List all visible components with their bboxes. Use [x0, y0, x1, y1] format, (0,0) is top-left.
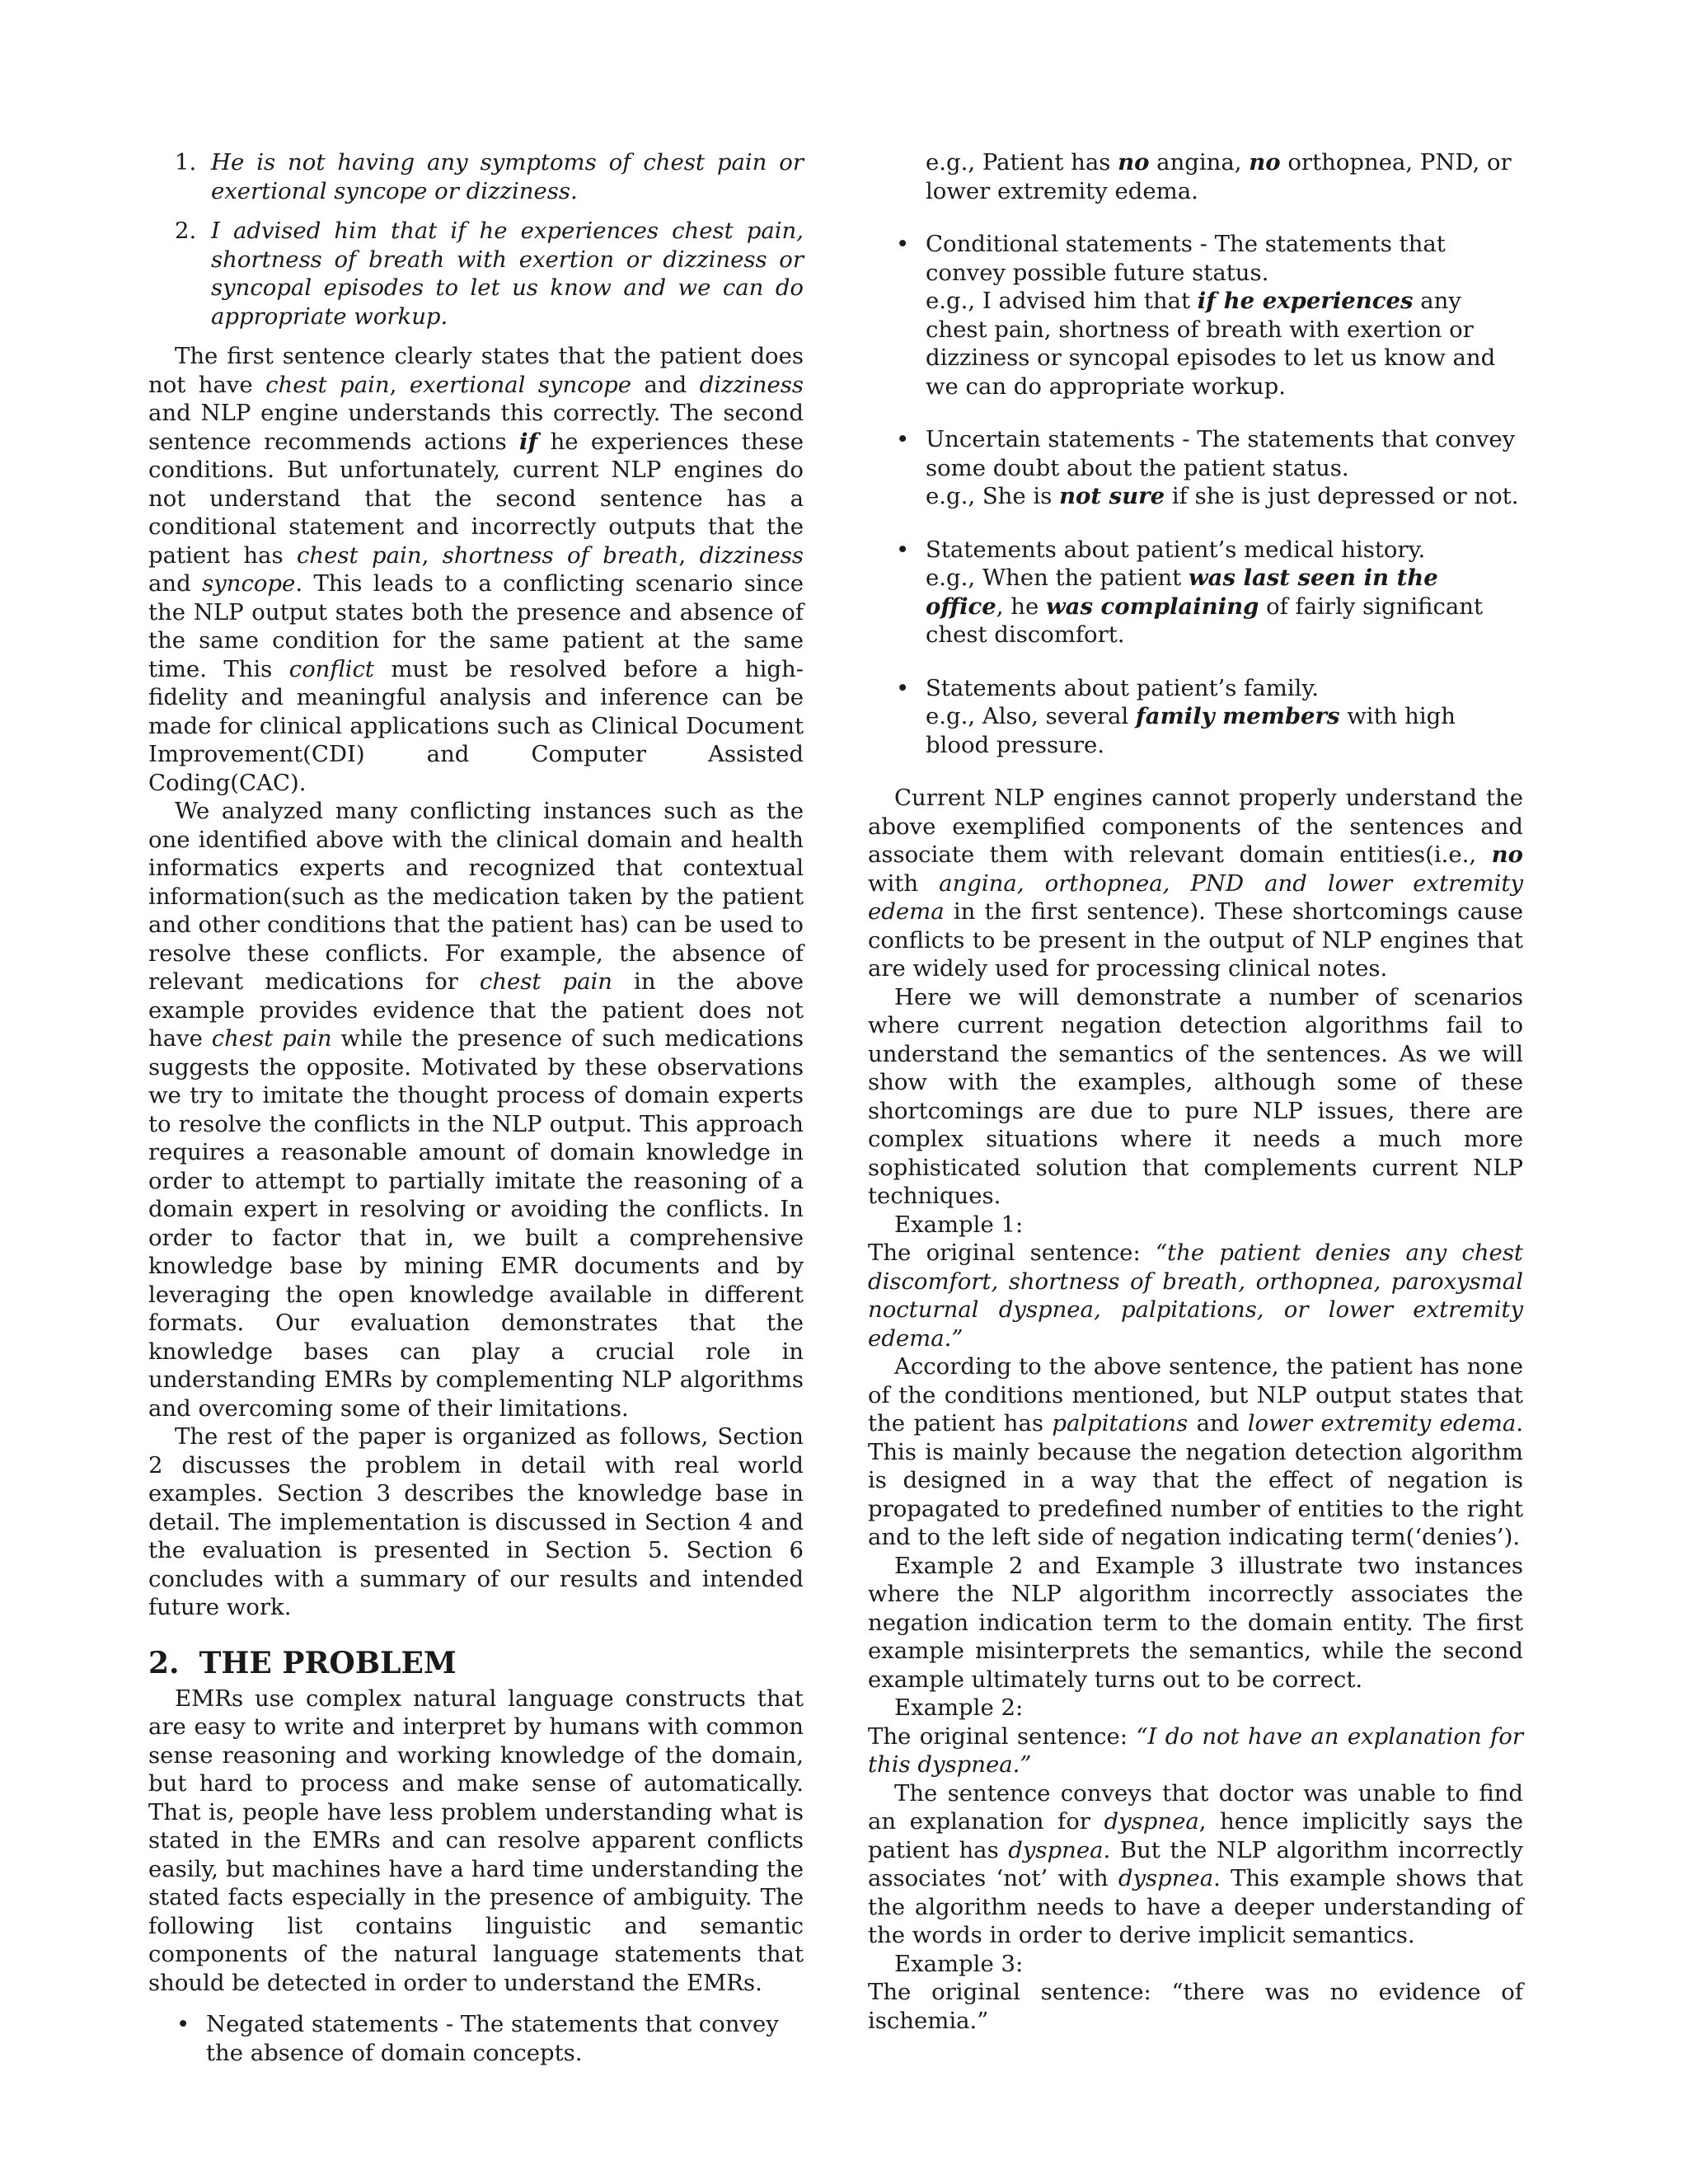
paragraph-first-sentence: The first sentence clearly states that the patient does not have chest pain, exertional syncope and dizziness and NLP engine understands this correctly. The second sentence recommends actions if he experiences these conditions. But unfortunately, current NLP engines do not understand that the second sentence has a conditional statement and incorrectly outputs that the patient has chest pain, shortness of breath, dizziness and syncope. This leads to a conflicting scenario since the NLP output states both the presence and absence of the same condition for the same patient at the same time. This conflict must be resolved before a high-fidelity and meaningful analysis and inference can be made for clinical applications such as Clinical Document Improvement(CDI) and Computer Assisted Coding(CAC). — [148, 343, 804, 796]
bullet-icon: • — [896, 231, 910, 257]
bullet-conditional: • Conditional statements - The statements that convey possible future status. e.g., I advised him that if he experiences any chest pain, shortness of breath with exertion or dizziness or syncopal episodes to let us know and we can do appropriate workup. — [896, 231, 1496, 400]
component-list — [148, 2010, 804, 2067]
bullet-icon: • — [896, 426, 910, 452]
bullet-icon: • — [896, 536, 910, 563]
paragraph-organization: The rest of the paper is organized as follows, Section 2 discusses the problem in detail with real world examples. Section 3 describes the knowledge base in detail. The implementation is discussed in Section 4 and the evaluation is presented in Section 5. Section 6 concludes with a summary of our results and intended future work. — [148, 1423, 804, 1620]
example-3-label: Example 3: — [894, 1950, 1024, 1977]
component-list-continued — [868, 230, 1523, 759]
example-2-label: Example 2: — [894, 1694, 1024, 1721]
bullet-family: • Statements about patient’s family. e.g., Also, several family members with high blood pressure. — [896, 674, 1456, 758]
example-3-sentence: The original sentence: “there was no evidence of ischemia.” — [868, 1979, 1523, 2034]
example-1-sentence: The original sentence: “the patient denies any chest discomfort, shortness of breath, orthopnea, paroxysmal nocturnal dyspnea, palpitations, or lower extremity edema.” — [868, 1240, 1523, 1352]
left-column — [148, 148, 804, 2092]
bullet-negated-example: e.g., Patient has no angina, no orthopnea, PND, or lower extremity edema. — [926, 149, 1512, 204]
example-1-label: Example 1: — [894, 1211, 1024, 1238]
bullet-negated: • Negated statements - The statements that convey the absence of domain concepts. — [176, 2011, 779, 2066]
bullet-uncertain: • Uncertain statements - The statements that convey some doubt about the patient status. e.g., She is not sure if she is just depressed or not. — [896, 426, 1519, 509]
example-sentence-1: 1. He is not having any symptoms of chest pain or exertional syncope or dizziness. — [175, 149, 804, 204]
list-number: 2. — [175, 218, 197, 244]
bullet-icon: • — [176, 2011, 190, 2037]
section-heading: 2. THE PROBLEM — [148, 1645, 457, 1680]
paragraph-emr: EMRs use complex natural language constructs that are easy to write and interpret by humans with common sense reasoning and working knowledge of the domain, but hard to process and make sense of automatically. That is, people have less problem understanding what is stated in the EMRs and can resolve apparent conflicts easily, but machines have a hard time understanding the stated facts especially in the presence of ambiguity. The following list contains linguistic and semantic components of the natural language statements that should be detected in order to understand the EMRs. — [148, 1685, 804, 1996]
example-2-sentence: The original sentence: “I do not have an explanation for this dyspnea.” — [868, 1722, 1523, 1778]
paragraph-examples-2-3: Example 2 and Example 3 illustrate two instances where the NLP algorithm incorrectly associates the negation indication term to the domain entity. The first example misinterprets the semantics, while the second example ultimately turns out to be correct. — [868, 1552, 1523, 1693]
paragraph-current-nlp: Current NLP engines cannot properly understand the above exemplified components of the sentences and associate them with relevant domain entities(i.e., no with angina, orthopnea, PND and lower extremity edema in the first sentence). These shortcomings cause conflicts to be present in the output of NLP engines that are widely used for processing clinical notes. — [868, 785, 1523, 982]
example-sentence-list — [148, 148, 804, 330]
paragraph-example-2-explanation: The sentence conveys that doctor was unable to find an explanation for dyspnea, hence implicitly says the patient has dyspnea. But the NLP algorithm incorrectly associates ‘not’ with dyspnea. This example shows that the algorithm needs to have a deeper understanding of the words in order to derive implicit semantics. — [868, 1779, 1524, 1948]
list-number: 1. — [175, 149, 197, 176]
example-sentence-2: 2. I advised him that if he experiences chest pain, shortness of breath with exertion or dizziness or syncopal episodes to let us know and we can do appropriate workup. — [175, 218, 804, 330]
paragraph-analysis: We analyzed many conflicting instances such as the one identified above with the clinical domain and health informatics experts and recognized that contextual information(such as the medication taken by the patient and other conditions that the patient has) can be used to resolve these conflicts. For example, the absence of relevant medications for chest pain in the above example provides evidence that the patient does not have chest pain while the presence of such medications suggests the opposite. Motivated by these observations we try to imitate the thought process of domain experts to resolve the conflicts in the NLP output. This approach requires a reasonable amount of domain knowledge in order to attempt to partially imitate the reasoning of a domain expert in resolving or avoiding the conflicts. In order to factor that in, we built a comprehensive knowledge base by mining EMR documents and by leveraging the open knowledge available in different formats. Our evaluation demonstrates that the knowledge bases can play a crucial role in understanding EMRs by complementing NLP algorithms and overcoming some of their limitations. — [148, 798, 804, 1422]
bullet-history: • Statements about patient’s medical history. e.g., When the patient was last seen in the office, he was complaining of fairly significant chest discomfort. — [896, 536, 1484, 648]
paragraph-example-1-explanation: According to the above sentence, the patient has none of the conditions mentioned, but NLP output states that the patient has palpitations and lower extremity edema. This is mainly because the negation detection algorithm is designed in a way that the effect of negation is propagated to predefined number of entities to the right and to the left side of negation indicating term(‘denies’). — [868, 1353, 1523, 1550]
bullet-icon: • — [896, 674, 910, 701]
right-column — [868, 148, 1523, 2035]
paragraph-scenarios: Here we will demonstrate a number of scenarios where current negation detection algorithms fail to understand the semantics of the sentences. As we will show with the examples, although some of these shortcomings are due to pure NLP issues, there are complex situations where it needs a much more sophisticated solution that complements current NLP techniques. — [868, 983, 1523, 1209]
